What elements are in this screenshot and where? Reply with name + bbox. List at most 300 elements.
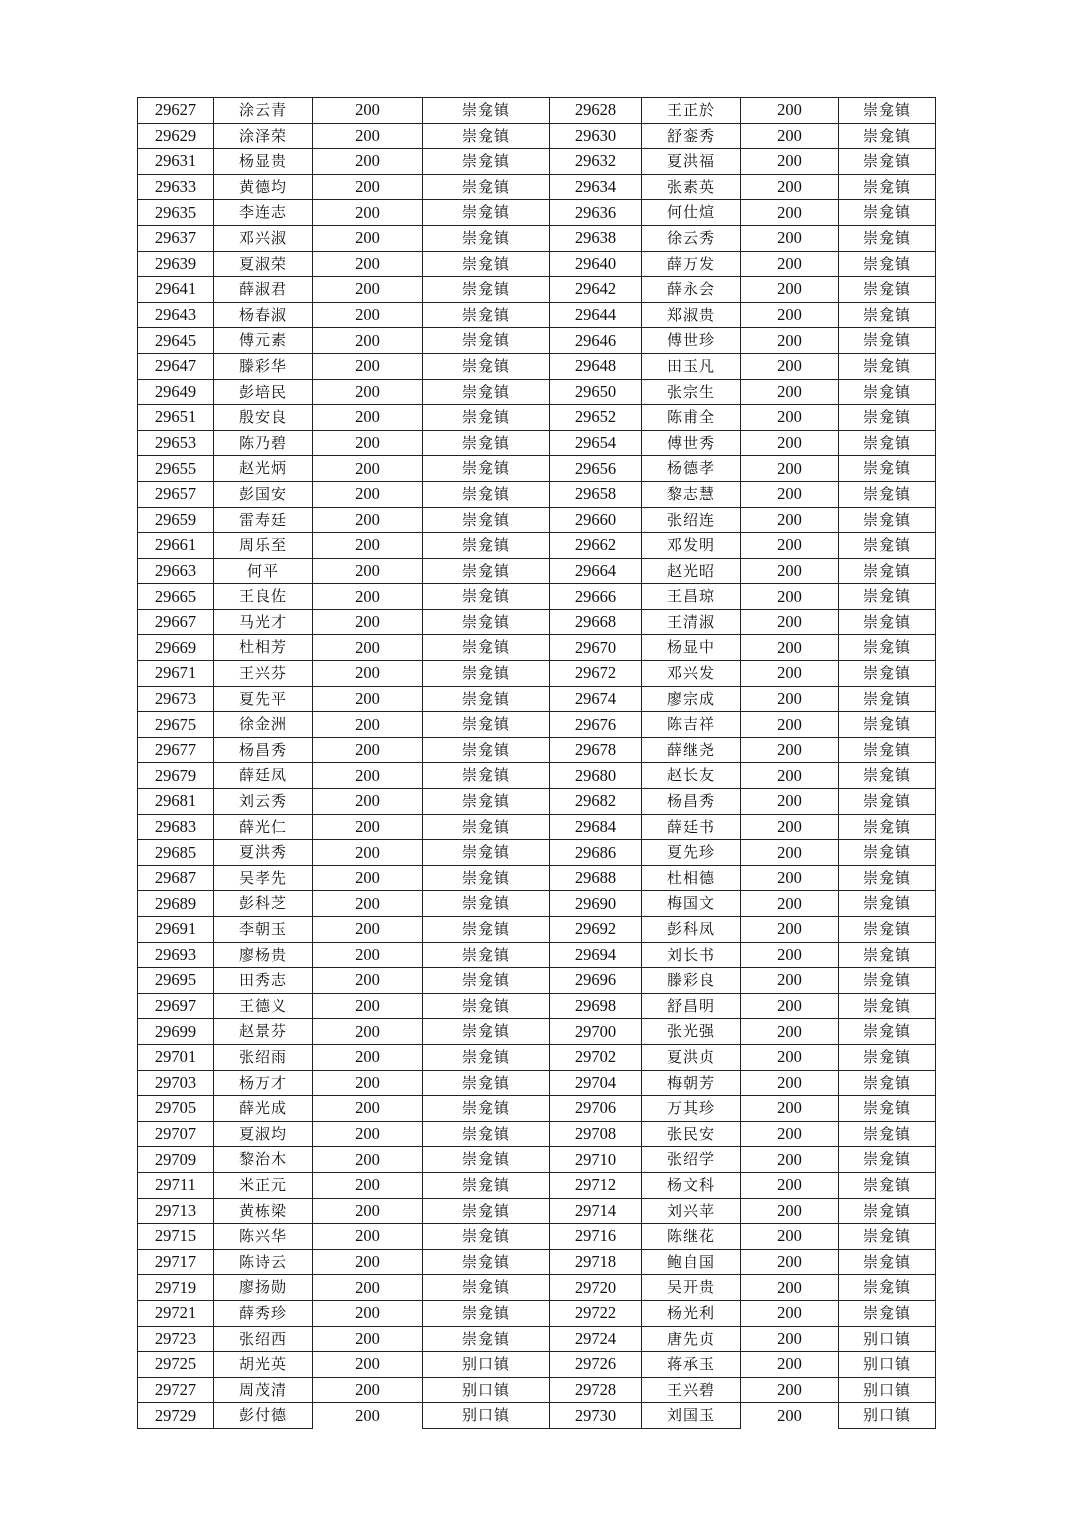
person-name-cell: 王昌琼 xyxy=(642,584,741,610)
amount-cell: 200 xyxy=(741,1403,839,1429)
table-row xyxy=(138,789,936,815)
town-cell: 崇龛镇 xyxy=(423,353,550,379)
amount-cell: 200 xyxy=(741,328,839,354)
amount-cell: 200 xyxy=(313,1044,423,1070)
table-row xyxy=(138,1249,936,1275)
table-row xyxy=(138,277,936,303)
person-name-cell: 舒昌明 xyxy=(642,993,741,1019)
table-row xyxy=(138,840,936,866)
person-name-cell: 邓兴淑 xyxy=(214,225,313,251)
person-name-cell: 夏洪秀 xyxy=(214,840,313,866)
town-cell: 崇龛镇 xyxy=(423,993,550,1019)
record-id-cell: 29694 xyxy=(550,942,642,968)
amount-cell: 200 xyxy=(313,1019,423,1045)
town-cell: 崇龛镇 xyxy=(423,584,550,610)
amount-cell: 200 xyxy=(313,507,423,533)
town-cell: 崇龛镇 xyxy=(839,277,936,303)
table-row xyxy=(138,251,936,277)
table-row xyxy=(138,1275,936,1301)
person-name-cell: 夏洪贞 xyxy=(642,1044,741,1070)
amount-cell: 200 xyxy=(741,584,839,610)
table-row xyxy=(138,814,936,840)
record-id-cell: 29722 xyxy=(550,1300,642,1326)
person-name-cell: 赵光炳 xyxy=(214,456,313,482)
amount-cell: 200 xyxy=(313,1172,423,1198)
person-name-cell: 黎志慧 xyxy=(642,481,741,507)
record-id-cell: 29701 xyxy=(138,1044,214,1070)
person-name-cell: 涂泽荣 xyxy=(214,123,313,149)
town-cell: 崇龛镇 xyxy=(423,456,550,482)
person-name-cell: 薛万发 xyxy=(642,251,741,277)
person-name-cell: 刘国玉 xyxy=(642,1403,741,1429)
town-cell: 崇龛镇 xyxy=(423,430,550,456)
person-name-cell: 薛淑君 xyxy=(214,277,313,303)
town-cell: 别口镇 xyxy=(423,1377,550,1403)
person-name-cell: 刘兴苹 xyxy=(642,1198,741,1224)
person-name-cell: 万其珍 xyxy=(642,1096,741,1122)
person-name-cell: 周茂清 xyxy=(214,1377,313,1403)
amount-cell: 200 xyxy=(313,1147,423,1173)
record-id-cell: 29675 xyxy=(138,712,214,738)
record-id-cell: 29653 xyxy=(138,430,214,456)
person-name-cell: 殷安良 xyxy=(214,405,313,431)
town-cell: 崇龛镇 xyxy=(839,1147,936,1173)
town-cell: 崇龛镇 xyxy=(839,379,936,405)
person-name-cell: 胡光英 xyxy=(214,1352,313,1378)
table-row xyxy=(138,430,936,456)
record-id-cell: 29639 xyxy=(138,251,214,277)
record-id-cell: 29710 xyxy=(550,1147,642,1173)
town-cell: 崇龛镇 xyxy=(423,1172,550,1198)
record-id-cell: 29708 xyxy=(550,1121,642,1147)
person-name-cell: 廖杨贵 xyxy=(214,942,313,968)
town-cell: 崇龛镇 xyxy=(839,609,936,635)
amount-cell: 200 xyxy=(313,174,423,200)
amount-cell: 200 xyxy=(313,1352,423,1378)
person-name-cell: 张素英 xyxy=(642,174,741,200)
town-cell: 崇龛镇 xyxy=(423,865,550,891)
town-cell: 崇龛镇 xyxy=(423,814,550,840)
person-name-cell: 陈乃碧 xyxy=(214,430,313,456)
table-row xyxy=(138,686,936,712)
table-row xyxy=(138,712,936,738)
record-id-cell: 29656 xyxy=(550,456,642,482)
town-cell: 崇龛镇 xyxy=(839,737,936,763)
person-name-cell: 王良佐 xyxy=(214,584,313,610)
amount-cell: 200 xyxy=(313,277,423,303)
record-id-cell: 29720 xyxy=(550,1275,642,1301)
record-id-cell: 29654 xyxy=(550,430,642,456)
table-row xyxy=(138,763,936,789)
town-cell: 崇龛镇 xyxy=(423,558,550,584)
town-cell: 崇龛镇 xyxy=(423,1275,550,1301)
person-name-cell: 杨德孝 xyxy=(642,456,741,482)
person-name-cell: 彭培民 xyxy=(214,379,313,405)
record-id-cell: 29699 xyxy=(138,1019,214,1045)
table-row xyxy=(138,865,936,891)
record-id-cell: 29709 xyxy=(138,1147,214,1173)
table-row xyxy=(138,1096,936,1122)
town-cell: 崇龛镇 xyxy=(423,1044,550,1070)
record-id-cell: 29671 xyxy=(138,661,214,687)
table-row xyxy=(138,98,936,124)
table-row xyxy=(138,1198,936,1224)
amount-cell: 200 xyxy=(313,1198,423,1224)
person-name-cell: 杜相德 xyxy=(642,865,741,891)
record-id-cell: 29703 xyxy=(138,1070,214,1096)
person-name-cell: 杨光利 xyxy=(642,1300,741,1326)
amount-cell: 200 xyxy=(741,737,839,763)
amount-cell: 200 xyxy=(313,533,423,559)
table-row xyxy=(138,328,936,354)
person-name-cell: 彭付德 xyxy=(214,1403,313,1429)
record-id-cell: 29659 xyxy=(138,507,214,533)
town-cell: 别口镇 xyxy=(839,1352,936,1378)
record-id-cell: 29685 xyxy=(138,840,214,866)
record-id-cell: 29658 xyxy=(550,481,642,507)
person-name-cell: 田秀志 xyxy=(214,968,313,994)
person-name-cell: 雷寿廷 xyxy=(214,507,313,533)
person-name-cell: 杨文科 xyxy=(642,1172,741,1198)
person-name-cell: 张绍雨 xyxy=(214,1044,313,1070)
record-id-cell: 29642 xyxy=(550,277,642,303)
town-cell: 崇龛镇 xyxy=(423,98,550,124)
amount-cell: 200 xyxy=(313,865,423,891)
table-row xyxy=(138,1121,936,1147)
person-name-cell: 蒋承玉 xyxy=(642,1352,741,1378)
person-name-cell: 杨昌秀 xyxy=(214,737,313,763)
person-name-cell: 李连志 xyxy=(214,200,313,226)
table-row xyxy=(138,200,936,226)
town-cell: 崇龛镇 xyxy=(839,430,936,456)
amount-cell: 200 xyxy=(741,1044,839,1070)
table-row xyxy=(138,1377,936,1403)
amount-cell: 200 xyxy=(741,968,839,994)
person-name-cell: 廖宗成 xyxy=(642,686,741,712)
amount-cell: 200 xyxy=(313,712,423,738)
person-name-cell: 陈诗云 xyxy=(214,1249,313,1275)
table-row xyxy=(138,379,936,405)
table-row xyxy=(138,661,936,687)
record-id-cell: 29691 xyxy=(138,917,214,943)
table-row xyxy=(138,891,936,917)
amount-cell: 200 xyxy=(313,1275,423,1301)
amount-cell: 200 xyxy=(741,1377,839,1403)
amount-cell: 200 xyxy=(741,789,839,815)
town-cell: 崇龛镇 xyxy=(839,98,936,124)
amount-cell: 200 xyxy=(741,1070,839,1096)
record-id-cell: 29630 xyxy=(550,123,642,149)
table-body xyxy=(138,98,936,1429)
record-id-cell: 29627 xyxy=(138,98,214,124)
record-id-cell: 29697 xyxy=(138,993,214,1019)
person-name-cell: 邓兴发 xyxy=(642,661,741,687)
town-cell: 别口镇 xyxy=(423,1352,550,1378)
amount-cell: 200 xyxy=(741,1326,839,1352)
amount-cell: 200 xyxy=(741,1352,839,1378)
person-name-cell: 田玉凡 xyxy=(642,353,741,379)
amount-cell: 200 xyxy=(313,1121,423,1147)
record-id-cell: 29714 xyxy=(550,1198,642,1224)
amount-cell: 200 xyxy=(313,1326,423,1352)
person-name-cell: 陈继花 xyxy=(642,1224,741,1250)
person-name-cell: 李朝玉 xyxy=(214,917,313,943)
person-name-cell: 张光强 xyxy=(642,1019,741,1045)
person-name-cell: 夏先平 xyxy=(214,686,313,712)
record-id-cell: 29676 xyxy=(550,712,642,738)
person-name-cell: 傅世秀 xyxy=(642,430,741,456)
town-cell: 崇龛镇 xyxy=(423,635,550,661)
person-name-cell: 赵景芬 xyxy=(214,1019,313,1045)
person-name-cell: 王德义 xyxy=(214,993,313,1019)
town-cell: 崇龛镇 xyxy=(423,277,550,303)
record-id-cell: 29660 xyxy=(550,507,642,533)
town-cell: 崇龛镇 xyxy=(423,968,550,994)
amount-cell: 200 xyxy=(313,98,423,124)
person-name-cell: 杨昌秀 xyxy=(642,789,741,815)
record-id-cell: 29637 xyxy=(138,225,214,251)
town-cell: 崇龛镇 xyxy=(839,763,936,789)
town-cell: 崇龛镇 xyxy=(423,686,550,712)
person-name-cell: 王正於 xyxy=(642,98,741,124)
amount-cell: 200 xyxy=(741,149,839,175)
table-row xyxy=(138,123,936,149)
town-cell: 崇龛镇 xyxy=(423,507,550,533)
amount-cell: 200 xyxy=(741,1172,839,1198)
town-cell: 崇龛镇 xyxy=(839,174,936,200)
town-cell: 崇龛镇 xyxy=(423,379,550,405)
town-cell: 崇龛镇 xyxy=(839,225,936,251)
person-name-cell: 周乐至 xyxy=(214,533,313,559)
person-name-cell: 黄栋梁 xyxy=(214,1198,313,1224)
town-cell: 崇龛镇 xyxy=(839,1019,936,1045)
amount-cell: 200 xyxy=(741,814,839,840)
town-cell: 崇龛镇 xyxy=(839,1121,936,1147)
amount-cell: 200 xyxy=(313,1249,423,1275)
town-cell: 崇龛镇 xyxy=(839,200,936,226)
record-id-cell: 29673 xyxy=(138,686,214,712)
person-name-cell: 梅国文 xyxy=(642,891,741,917)
amount-cell: 200 xyxy=(313,328,423,354)
town-cell: 崇龛镇 xyxy=(423,149,550,175)
amount-cell: 200 xyxy=(741,917,839,943)
person-name-cell: 何平 xyxy=(214,558,313,584)
town-cell: 崇龛镇 xyxy=(423,942,550,968)
town-cell: 崇龛镇 xyxy=(423,712,550,738)
amount-cell: 200 xyxy=(313,814,423,840)
town-cell: 崇龛镇 xyxy=(423,763,550,789)
amount-cell: 200 xyxy=(741,405,839,431)
record-id-cell: 29678 xyxy=(550,737,642,763)
person-name-cell: 黎治木 xyxy=(214,1147,313,1173)
table-row xyxy=(138,1326,936,1352)
town-cell: 崇龛镇 xyxy=(839,533,936,559)
amount-cell: 200 xyxy=(313,993,423,1019)
amount-cell: 200 xyxy=(741,891,839,917)
town-cell: 别口镇 xyxy=(423,1403,550,1429)
town-cell: 崇龛镇 xyxy=(423,609,550,635)
town-cell: 崇龛镇 xyxy=(839,942,936,968)
amount-cell: 200 xyxy=(741,840,839,866)
person-name-cell: 刘长书 xyxy=(642,942,741,968)
record-id-cell: 29649 xyxy=(138,379,214,405)
table-row xyxy=(138,1224,936,1250)
amount-cell: 200 xyxy=(313,558,423,584)
record-id-cell: 29727 xyxy=(138,1377,214,1403)
table-row xyxy=(138,174,936,200)
amount-cell: 200 xyxy=(313,609,423,635)
amount-cell: 200 xyxy=(741,1300,839,1326)
amount-cell: 200 xyxy=(313,251,423,277)
person-name-cell: 彭科芝 xyxy=(214,891,313,917)
person-name-cell: 张绍学 xyxy=(642,1147,741,1173)
record-id-cell: 29638 xyxy=(550,225,642,251)
amount-cell: 200 xyxy=(741,302,839,328)
amount-cell: 200 xyxy=(741,1198,839,1224)
record-id-cell: 29719 xyxy=(138,1275,214,1301)
table-row xyxy=(138,584,936,610)
town-cell: 崇龛镇 xyxy=(839,1070,936,1096)
person-name-cell: 张民安 xyxy=(642,1121,741,1147)
person-name-cell: 杨显贵 xyxy=(214,149,313,175)
person-name-cell: 梅朝芳 xyxy=(642,1070,741,1096)
town-cell: 崇龛镇 xyxy=(423,1070,550,1096)
amount-cell: 200 xyxy=(741,1147,839,1173)
amount-cell: 200 xyxy=(313,200,423,226)
amount-cell: 200 xyxy=(741,1019,839,1045)
amount-cell: 200 xyxy=(741,200,839,226)
town-cell: 崇龛镇 xyxy=(423,251,550,277)
amount-cell: 200 xyxy=(741,277,839,303)
table-row xyxy=(138,456,936,482)
amount-cell: 200 xyxy=(741,609,839,635)
amount-cell: 200 xyxy=(741,1275,839,1301)
record-id-cell: 29729 xyxy=(138,1403,214,1429)
person-name-cell: 吴孝先 xyxy=(214,865,313,891)
town-cell: 崇龛镇 xyxy=(423,917,550,943)
record-id-cell: 29713 xyxy=(138,1198,214,1224)
amount-cell: 200 xyxy=(313,737,423,763)
town-cell: 崇龛镇 xyxy=(423,302,550,328)
person-name-cell: 吴开贵 xyxy=(642,1275,741,1301)
amount-cell: 200 xyxy=(313,942,423,968)
amount-cell: 200 xyxy=(741,379,839,405)
record-id-cell: 29646 xyxy=(550,328,642,354)
person-name-cell: 夏洪福 xyxy=(642,149,741,175)
table-row xyxy=(138,481,936,507)
record-id-cell: 29686 xyxy=(550,840,642,866)
record-id-cell: 29647 xyxy=(138,353,214,379)
amount-cell: 200 xyxy=(741,251,839,277)
amount-cell: 200 xyxy=(313,456,423,482)
table-row xyxy=(138,405,936,431)
town-cell: 崇龛镇 xyxy=(839,865,936,891)
town-cell: 崇龛镇 xyxy=(839,789,936,815)
amount-cell: 200 xyxy=(313,968,423,994)
record-id-cell: 29650 xyxy=(550,379,642,405)
person-name-cell: 杨万才 xyxy=(214,1070,313,1096)
person-name-cell: 王兴芬 xyxy=(214,661,313,687)
amount-cell: 200 xyxy=(313,123,423,149)
person-name-cell: 张绍西 xyxy=(214,1326,313,1352)
record-id-cell: 29707 xyxy=(138,1121,214,1147)
amount-cell: 200 xyxy=(741,865,839,891)
amount-cell: 200 xyxy=(741,123,839,149)
town-cell: 崇龛镇 xyxy=(423,123,550,149)
record-id-cell: 29726 xyxy=(550,1352,642,1378)
town-cell: 崇龛镇 xyxy=(839,1224,936,1250)
town-cell: 崇龛镇 xyxy=(423,328,550,354)
town-cell: 崇龛镇 xyxy=(839,993,936,1019)
amount-cell: 200 xyxy=(313,840,423,866)
record-id-cell: 29665 xyxy=(138,584,214,610)
table-row xyxy=(138,1172,936,1198)
table-row xyxy=(138,993,936,1019)
table-row xyxy=(138,507,936,533)
town-cell: 崇龛镇 xyxy=(423,225,550,251)
town-cell: 崇龛镇 xyxy=(839,507,936,533)
town-cell: 崇龛镇 xyxy=(839,1198,936,1224)
amount-cell: 200 xyxy=(313,405,423,431)
person-name-cell: 米正元 xyxy=(214,1172,313,1198)
person-name-cell: 薛永会 xyxy=(642,277,741,303)
town-cell: 别口镇 xyxy=(839,1377,936,1403)
table-row xyxy=(138,1352,936,1378)
person-name-cell: 夏淑荣 xyxy=(214,251,313,277)
amount-cell: 200 xyxy=(313,661,423,687)
town-cell: 崇龛镇 xyxy=(839,456,936,482)
town-cell: 崇龛镇 xyxy=(839,558,936,584)
record-id-cell: 29661 xyxy=(138,533,214,559)
table-row xyxy=(138,558,936,584)
person-name-cell: 薛继尧 xyxy=(642,737,741,763)
town-cell: 别口镇 xyxy=(839,1403,936,1429)
record-id-cell: 29724 xyxy=(550,1326,642,1352)
person-name-cell: 廖扬勋 xyxy=(214,1275,313,1301)
record-id-cell: 29696 xyxy=(550,968,642,994)
person-name-cell: 徐云秀 xyxy=(642,225,741,251)
table-row xyxy=(138,1147,936,1173)
record-id-cell: 29721 xyxy=(138,1300,214,1326)
record-id-cell: 29652 xyxy=(550,405,642,431)
town-cell: 崇龛镇 xyxy=(839,917,936,943)
person-name-cell: 杨春淑 xyxy=(214,302,313,328)
person-name-cell: 夏淑均 xyxy=(214,1121,313,1147)
amount-cell: 200 xyxy=(741,533,839,559)
table-row xyxy=(138,225,936,251)
amount-cell: 200 xyxy=(313,584,423,610)
person-name-cell: 刘云秀 xyxy=(214,789,313,815)
record-id-cell: 29667 xyxy=(138,609,214,635)
amount-cell: 200 xyxy=(741,1096,839,1122)
record-id-cell: 29728 xyxy=(550,1377,642,1403)
record-id-cell: 29633 xyxy=(138,174,214,200)
record-id-cell: 29651 xyxy=(138,405,214,431)
record-id-cell: 29632 xyxy=(550,149,642,175)
record-id-cell: 29715 xyxy=(138,1224,214,1250)
town-cell: 崇龛镇 xyxy=(839,712,936,738)
amount-cell: 200 xyxy=(741,430,839,456)
town-cell: 崇龛镇 xyxy=(423,1096,550,1122)
town-cell: 崇龛镇 xyxy=(839,1044,936,1070)
table-row xyxy=(138,353,936,379)
record-id-cell: 29679 xyxy=(138,763,214,789)
record-id-cell: 29712 xyxy=(550,1172,642,1198)
table-row xyxy=(138,968,936,994)
amount-cell: 200 xyxy=(741,456,839,482)
person-name-cell: 彭科凤 xyxy=(642,917,741,943)
record-id-cell: 29668 xyxy=(550,609,642,635)
